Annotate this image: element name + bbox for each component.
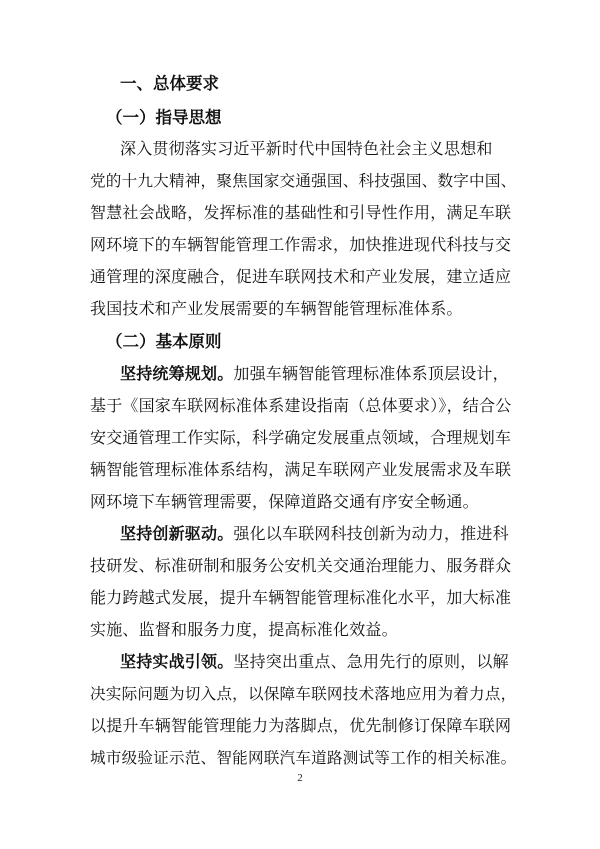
- paragraph-line: 党的十九大精神，聚焦国家交通强国、科技强国、数字中国、: [90, 172, 517, 190]
- paragraph-line: 智慧社会战略，发挥标准的基础性和引导性作用，满足车联: [90, 203, 512, 222]
- principle-first-line-text: 坚持突出重点、急用先行的原则，以解: [233, 652, 509, 671]
- paragraph-line: 网环境下的车辆智能管理工作需求，加快推进现代科技与交: [90, 235, 512, 254]
- paragraph-line: 能力跨越式发展，提升车辆智能管理标准化水平，加大标准: [90, 588, 512, 607]
- principle-first-line: [120, 524, 509, 544]
- principle-first-line-text: 加强车辆智能管理标准体系顶层设计，: [233, 364, 509, 383]
- paragraph-line: 我国技术和产业发展需要的车辆智能管理标准体系。: [90, 299, 463, 318]
- subsection-heading-basic-principles: （二）基本原则: [106, 332, 222, 351]
- principle-lead: 坚持统筹规划。: [120, 364, 234, 383]
- paragraph-line: 网环境下车辆管理需要，保障道路交通有序安全畅通。: [90, 492, 479, 511]
- principle-first-line: [120, 652, 509, 672]
- paragraph-line: 通管理的深度融合，促进车联网技术和产业发展，建立适应: [90, 267, 512, 286]
- principle-first-line: [120, 364, 509, 384]
- paragraph-line: 决实际问题为切入点，以保障车联网技术落地应用为着力点，: [90, 685, 517, 703]
- paragraph-line: 实施、监督和服务力度，提高标准化效益。: [90, 620, 398, 639]
- principle-lead: 坚持实战引领。: [120, 652, 234, 671]
- subsection-heading-guiding-ideology: （一）指导思想: [106, 108, 222, 127]
- page-number: 2: [297, 772, 303, 784]
- paragraph-line: 基于《国家车联网标准体系建设指南（总体要求）》，结合公: [90, 396, 512, 415]
- paragraph-line: 安交通管理工作实际，科学确定发展重点领域，合理规划车: [90, 428, 512, 447]
- paragraph-line: 以提升车辆智能管理能力为落脚点，优先制修订保障车联网: [90, 716, 512, 735]
- principle-first-line-text: 强化以车联网科技创新为动力，推进科: [233, 524, 509, 543]
- paragraph-line: 技研发、标准研制和服务公安机关交通治理能力、服务群众: [90, 556, 512, 575]
- principle-lead: 坚持创新驱动。: [120, 524, 234, 543]
- paragraph-line: 城市级验证示范、智能网联汽车道路测试等工作的相关标准。: [90, 749, 517, 767]
- section-heading: 一、总体要求: [120, 74, 219, 93]
- paragraph-line: 深入贯彻落实习近平新时代中国特色社会主义思想和: [120, 139, 493, 158]
- paragraph-line: 辆智能管理标准体系结构，满足车联网产业发展需求及车联: [90, 460, 512, 479]
